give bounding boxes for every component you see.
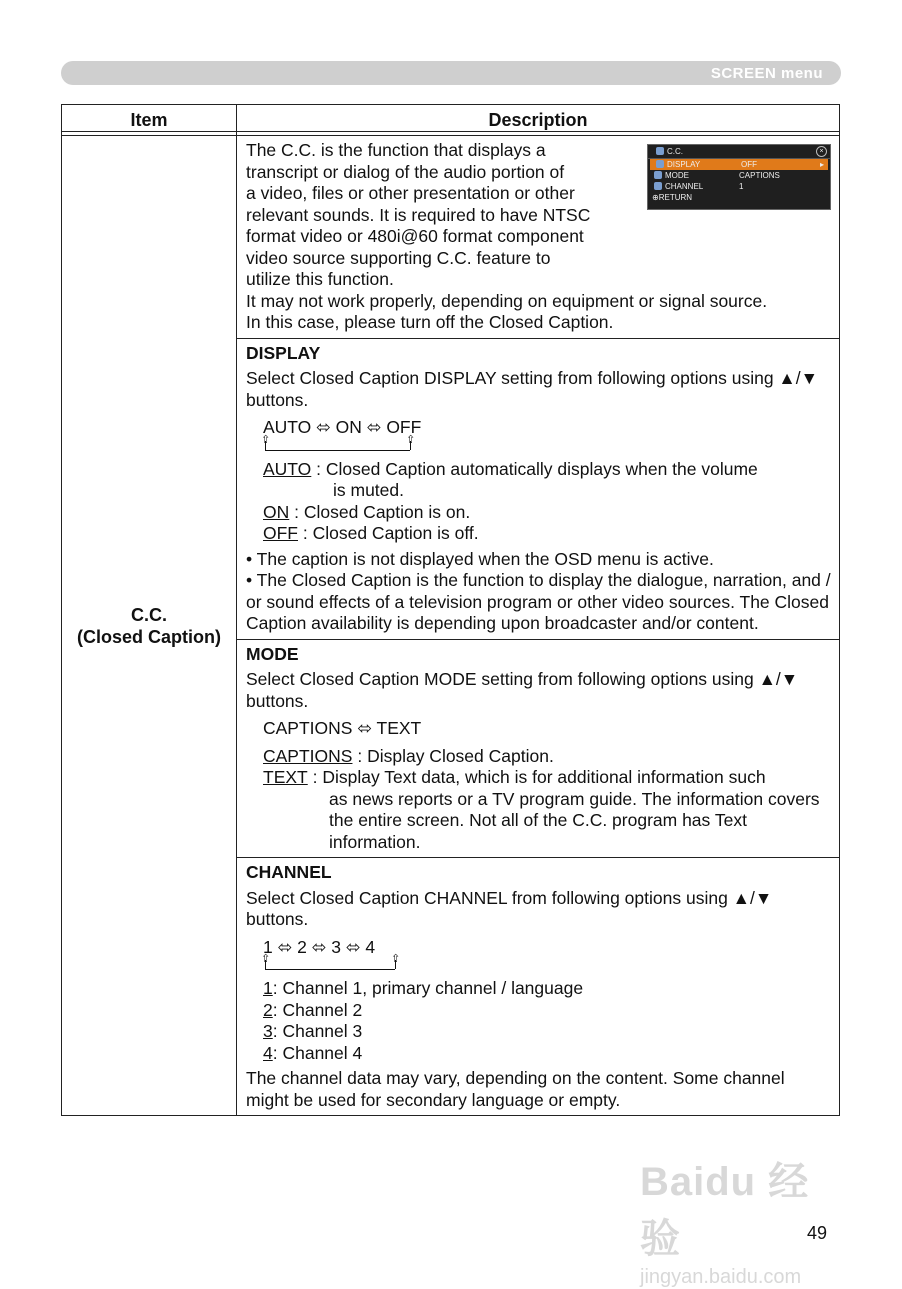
option-key: 4 [263,1042,273,1063]
option-key: 3 [263,1021,273,1041]
display-cycle: AUTO ⬄ ON ⬄ OFF [263,417,422,437]
intro-cell [237,136,840,339]
option-sep: : [298,523,313,543]
display-cell [237,338,840,639]
option-desc: Closed Caption automatically displays when the volume [325,458,758,479]
option-desc: Channel 1, primary channel / language [282,978,584,998]
description-column-header: Description [237,105,840,136]
return-icon: ⊕ [652,193,659,202]
osd-title-bar [648,145,830,159]
osd-row-name: DISPLAY [667,160,701,169]
option-sep: : [311,458,326,479]
osd-row-value: OFF [741,160,757,169]
option-desc: Channel 3 [282,1021,363,1041]
option-sep: : [272,999,283,1020]
option-key: AUTO [263,458,312,479]
mode-icon [654,171,662,179]
display-title: DISPLAY [246,342,321,363]
watermark-url: jingyan.baidu.com [640,1266,802,1288]
cycle-loop-arrow: ⇧ ⇧ [265,958,831,972]
osd-row-name: MODE [665,171,689,180]
channel-option [246,1043,831,1065]
mode-option [246,746,831,768]
option-desc: Display Closed Caption. [367,745,554,766]
display-option [246,523,831,545]
cc-table [61,104,840,1116]
channel-title: CHANNEL [246,862,332,882]
item-label-line2: (Closed Caption) [77,626,221,647]
intro-line: format video or 480i@60 format component [246,226,584,246]
channel-footer: The channel data may vary, depending on the content. Some channel might be used for secondary language or empty. [246,1068,785,1110]
osd-row-display [650,159,828,170]
cc-icon [656,147,664,155]
option-key: TEXT [263,767,308,787]
page-number: 49 [806,1223,827,1243]
intro-line: video source supporting C.C. feature to [246,247,551,268]
display-option [246,459,831,481]
osd-row-value: 1 [739,182,744,191]
option-desc-cont: is muted. [333,480,404,500]
display-select-text: Select Closed Caption DISPLAY setting from following options using ▲/▼ buttons. [246,368,818,410]
mode-cycle: CAPTIONS ⬄ TEXT [263,718,422,738]
option-desc: Channel 4 [282,1042,363,1063]
option-key: 2 [263,999,273,1020]
cycle-loop-arrow: ⇧ ⇧ [265,439,831,453]
display-note: • The caption is not displayed when the OSD menu is active. [246,548,714,569]
intro-line: transcript or dialog of the audio portion of [246,161,565,182]
mode-select-text: Select Closed Caption MODE setting from following options using ▲/▼ buttons. [246,669,799,711]
option-key: ON [263,501,290,522]
channel-option [246,978,831,1000]
option-sep: : [272,1042,283,1063]
option-sep: : [272,978,283,998]
intro-line: In this case, please turn off the Closed Caption. [246,312,614,332]
option-desc: Closed Caption is off. [312,523,479,543]
channel-cycle: 1 ⬄ 2 ⬄ 3 ⬄ 4 [263,936,376,957]
table-header-row [62,105,840,136]
osd-row-mode [648,170,830,181]
option-desc: Closed Caption is on. [303,501,471,522]
item-label-line1: C.C. [131,604,167,625]
item-cell [62,136,237,1116]
display-option [246,502,831,524]
option-sep: : [289,501,304,522]
osd-row-value: CAPTIONS [739,171,780,180]
display-note: • The Closed Caption is the function to display the dialogue, narration, and / or sound effects of a television program or other video sources. The Closed Caption availability is depending upon broadcaster and/or content. [246,570,831,633]
option-sep: : [272,1021,283,1041]
option-key: 1 [263,978,273,998]
channel-select-text: Select Closed Caption CHANNEL from following options using ▲/▼ buttons. [246,887,773,929]
table-row [62,136,840,339]
intro-line: utilize this function. [246,269,394,289]
close-icon: × [816,146,827,157]
option-sep: : [307,767,323,787]
channel-cell [237,858,840,1116]
osd-row-name: CHANNEL [665,182,704,191]
osd-return-label: RETURN [658,193,693,202]
osd-row-channel [648,181,830,192]
watermark-logo: Baidu 经验 [640,1160,810,1261]
osd-menu-screenshot [647,144,831,210]
mode-title: MODE [246,643,299,664]
section-header-title: SCREEN menu [710,65,823,82]
mode-option [246,767,831,789]
intro-line: a video, files or other presentation or other [246,183,575,203]
intro-line: relevant sounds. It is required to have NTSC [246,204,591,225]
intro-line: The C.C. is the function that displays a [246,140,546,160]
option-desc: Display Text data, which is for additional information such [322,767,766,787]
intro-line: It may not work properly, depending on equipment or signal source. [246,290,768,311]
channel-option [246,1000,831,1022]
osd-title: C.C. [667,147,683,156]
option-desc: Channel 2 [282,999,363,1020]
option-key: CAPTIONS [263,745,353,766]
option-desc-cont: as news reports or a TV program guide. The information covers the entire screen. Not all of the C.C. program has Text information. [329,788,820,852]
item-column-header: Item [62,105,237,136]
channel-icon [654,182,662,190]
option-key: OFF [263,523,298,543]
osd-arrow-icon: ▸ [819,160,824,169]
display-icon [656,160,664,168]
channel-option [246,1021,831,1043]
osd-return [648,192,830,203]
option-sep: : [352,745,368,766]
mode-cell [237,639,840,858]
section-header-bar [61,61,841,85]
